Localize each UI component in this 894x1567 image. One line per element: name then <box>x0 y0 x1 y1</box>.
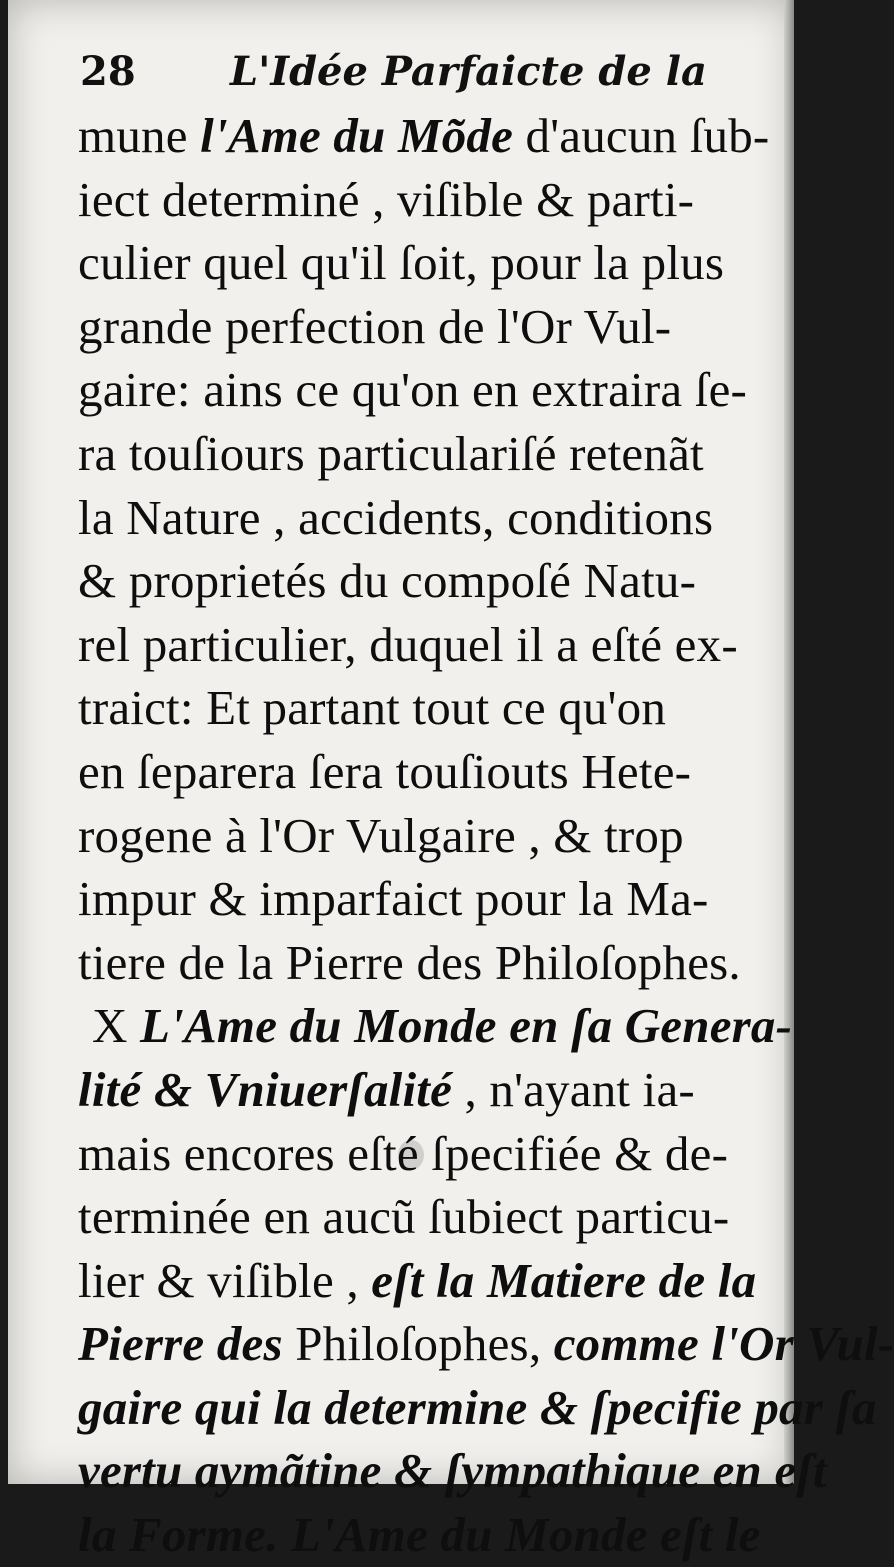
running-title: L'Idée Parfaicte de la <box>230 48 707 95</box>
text-run: terminée en aucũ ſubiect particu- <box>78 1189 730 1245</box>
page-edge <box>784 0 794 1484</box>
text-line <box>78 549 758 613</box>
page-number: 28 <box>80 48 136 95</box>
text-line <box>78 422 758 486</box>
book-page <box>8 0 894 1563</box>
text-run: lité & Vniuerſalité <box>78 1061 453 1117</box>
text-run: gaire qui la determine & ſpecifie par ſa <box>78 1379 877 1435</box>
text-run: la Nature , accidents, conditions <box>78 489 714 545</box>
text-line <box>78 231 758 295</box>
text-line <box>78 676 758 740</box>
text-line <box>78 1122 758 1186</box>
text-line <box>78 358 758 422</box>
text-run: grande perfection de l'Or Vul- <box>78 298 672 354</box>
text-line <box>78 168 758 232</box>
text-run: ra touſiours particulariſé retenãt <box>78 425 704 481</box>
text-run: lier & viſible , <box>78 1252 372 1308</box>
text-line <box>78 1312 894 1376</box>
text-run: la Forme. L'Ame du Monde eſt le <box>78 1507 761 1563</box>
text-run: X <box>92 998 141 1054</box>
text-line <box>78 1185 758 1249</box>
text-line <box>78 295 758 359</box>
page-header <box>80 44 707 108</box>
text-line <box>78 613 758 677</box>
text-run: mune <box>78 108 201 163</box>
text-run: L'Ame du Monde en ſa Genera- <box>140 998 793 1054</box>
text-run: mais encores eſté ſpecifiée & de- <box>78 1125 729 1181</box>
text-line <box>78 867 758 931</box>
body-text <box>78 104 894 1567</box>
text-line <box>78 994 793 1058</box>
text-run: , n'ayant ia- <box>452 1061 695 1117</box>
text-line <box>78 931 758 995</box>
text-line <box>78 1376 877 1440</box>
text-line <box>78 1439 827 1503</box>
text-run: comme l'Or Vul- <box>541 1316 894 1372</box>
text-line <box>78 1249 758 1313</box>
text-run: d'aucun ſub- <box>513 108 770 163</box>
text-run: Philoſophes, <box>295 1316 542 1372</box>
text-run: tiere de la Pierre des Philoſophes. <box>78 934 741 990</box>
text-run: vertu aymãtine & ſympathique en eſt <box>78 1443 827 1499</box>
text-run: rel particulier, duquel il a eſté ex- <box>78 616 738 672</box>
text-run: impur & imparfaict pour la Ma- <box>78 871 709 927</box>
text-run: en ſeparera ſera touſiouts Hete- <box>78 743 692 799</box>
text-run: Pierre des <box>78 1316 296 1372</box>
text-run: eſt la Matiere de la <box>371 1252 757 1308</box>
text-run: traict: Et partant tout ce qu'on <box>78 680 667 736</box>
text-line <box>78 1503 761 1567</box>
text-run: gaire: ains ce qu'on en extraira ſe- <box>78 362 748 418</box>
text-line <box>78 104 770 168</box>
text-run: l'Ame du Mõde <box>200 108 514 163</box>
text-line <box>78 804 758 868</box>
text-run: rogene à l'Or Vulgaire , & trop <box>78 807 684 863</box>
text-line <box>78 1058 758 1122</box>
text-line <box>78 486 758 550</box>
text-run: & proprietés du compoſé Natu- <box>78 553 697 609</box>
text-run: culier quel qu'il ſoit, pour la plus <box>78 235 725 291</box>
text-run: iect determiné , viſible & parti- <box>78 171 695 227</box>
text-line <box>78 740 758 804</box>
